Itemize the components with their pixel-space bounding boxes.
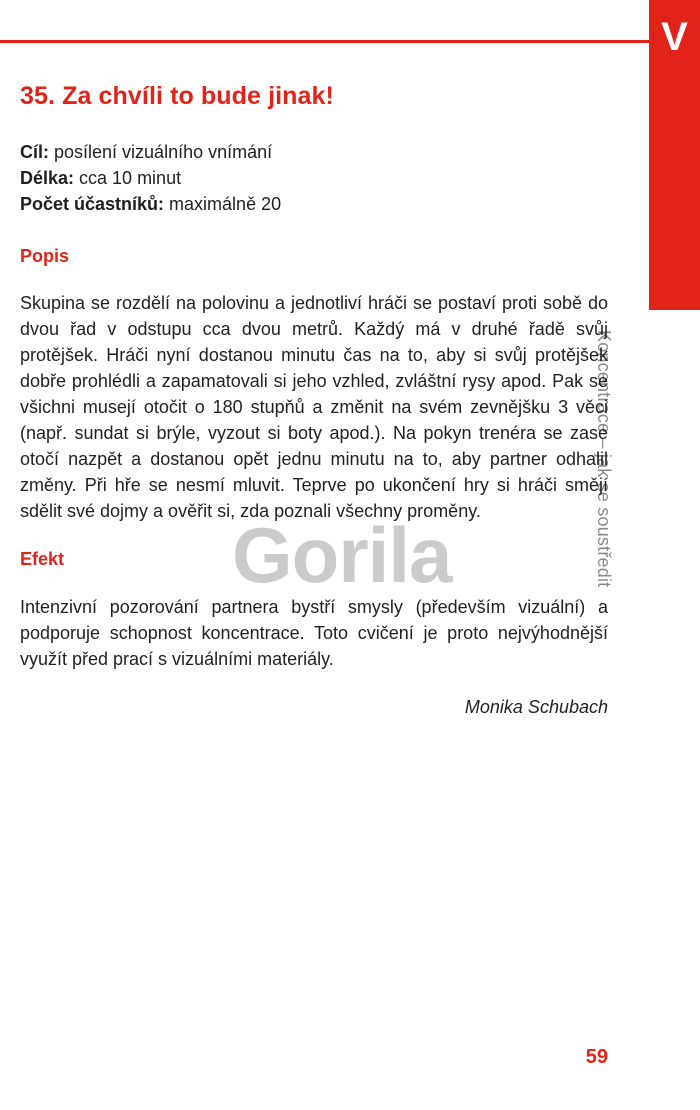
section-heading-effect: Efekt xyxy=(20,549,65,569)
page-number: 59 xyxy=(585,1046,608,1068)
watermark-logo: Gorila xyxy=(232,511,452,599)
meta-participants-value: maximálně 20 xyxy=(164,194,282,214)
meta-goal-label: Cíl: xyxy=(20,142,49,162)
chapter-caption: Koncentrace – jak se soustředit xyxy=(594,330,614,588)
page-title: 35. Za chvíli to bude jinak! xyxy=(20,82,334,110)
meta-goal-value: posílení vizuálního vnímání xyxy=(49,142,273,162)
chapter-tab xyxy=(649,0,700,310)
meta-participants-label: Počet účastníků: xyxy=(20,194,165,214)
author-name: Monika Schubach xyxy=(464,697,608,717)
section-heading-description: Popis xyxy=(20,246,70,266)
meta-duration xyxy=(20,165,281,191)
meta-duration-label: Délka: xyxy=(20,168,75,188)
meta-goal xyxy=(20,139,281,165)
meta-participants xyxy=(20,191,281,217)
section-text-description: Skupina se rozdělí na polovinu a jednotliví hráči se postaví proti sobě do dvou řad v odstupu cca dvou metrů. Každý má v druhé řadě svůj protějšek. Hráči nyní dostanou minutu čas na to, aby si svůj protějšek dobře prohlédli a zapamatovali si jeho vzhled, zvláštní rysy apod. Pak se všichni musejí otočit o 180 stupňů a změnit na svém zevnějšku 3 věci (např. sundat si brýle, vyzout si boty apod.). Na pokyn trenéra se zase otočí nazpět a dostanou opět jednu minutu na to, aby partner odhalil změny. Při hře se nesmí mluvit. Teprve po ukončení hry si hráči smějí sdělit své dojmy a ověřit si, zda poznali všechny proměny. xyxy=(20,293,608,521)
chapter-letter: V xyxy=(661,15,688,59)
section-text-effect: Intenzivní pozorování partnera bystří smysly (především vizuální) a podporuje schopnost koncentrace. Toto cvičení je proto nejvýhodnější využít před prací s vizuálními materiály. xyxy=(20,597,608,669)
exercise-meta xyxy=(20,139,281,217)
top-rule xyxy=(0,40,650,43)
meta-duration-value: cca 10 minut xyxy=(74,168,182,188)
